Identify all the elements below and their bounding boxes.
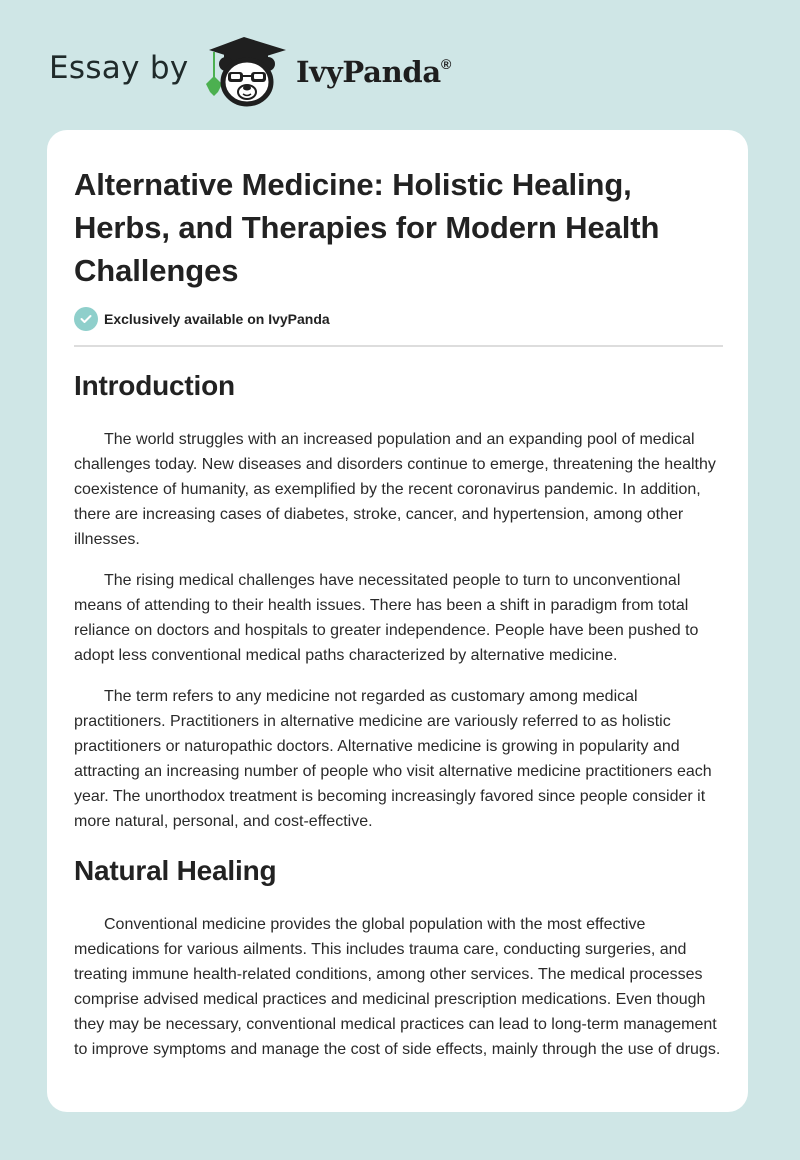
paragraph: The rising medical challenges have necessitated people to turn to unconventional means of attending to their health issues. There has been a shift in paradigm from total reliance on doctors and hospitals to greater independence. People have been pushed to adopt less conventional medical paths characterized by alternative medicine. (74, 572, 699, 664)
paragraph: Conventional medicine provides the global population with the most effective medications for various ailments. This includes trauma care, conducting surgeries, and treating immune health-related conditions, among other services. The medical processes comprise advised medical practices and medicinal prescription medications. Even though they may be necessary, conventional medical practices can lead to long-term management to improve symptoms and manage the cost of side effects, mainly through the use of drugs. (74, 916, 721, 1058)
exclusive-badge-text: Exclusively available on IvyPanda (104, 311, 330, 327)
paragraph: The world struggles with an increased population and an expanding pool of medical challenges today. New diseases and disorders continue to emerge, threatening the healthy coexistence of humanity, as exemplified by the recent coronavirus pandemic. In addition, there are increasing cases of diabetes, stroke, cancer, and hypertension, among other illnesses. (74, 431, 716, 548)
paragraph: The term refers to any medicine not regarded as customary among medical practitioners. Practitioners in alternative medicine are variously referred to as holistic practitioners or naturopathic doctors. Alternative medicine is growing in popularity and attracting an increasing number of people who visit alternative medicine practitioners each year. The unorthodox treatment is becoming increasingly favored since people consider it more natural, personal, and cost-effective. (74, 688, 712, 830)
essay-card (47, 130, 748, 1112)
divider (74, 345, 723, 347)
section-heading-introduction: Introduction (74, 370, 235, 401)
page-title: Alternative Medicine: Holistic Healing, Herbs, and Therapies for Modern Health Challenges (74, 167, 660, 288)
panda-graduate-icon[interactable] (202, 36, 292, 108)
exclusive-badge (74, 307, 330, 331)
essay-by-label: Essay by (49, 50, 189, 86)
registered-mark: ® (441, 56, 452, 72)
section-heading-natural-healing: Natural Healing (74, 855, 277, 886)
brand-name[interactable]: IvyPanda (296, 55, 441, 89)
site-header (0, 0, 800, 130)
check-circle-icon (74, 307, 98, 331)
